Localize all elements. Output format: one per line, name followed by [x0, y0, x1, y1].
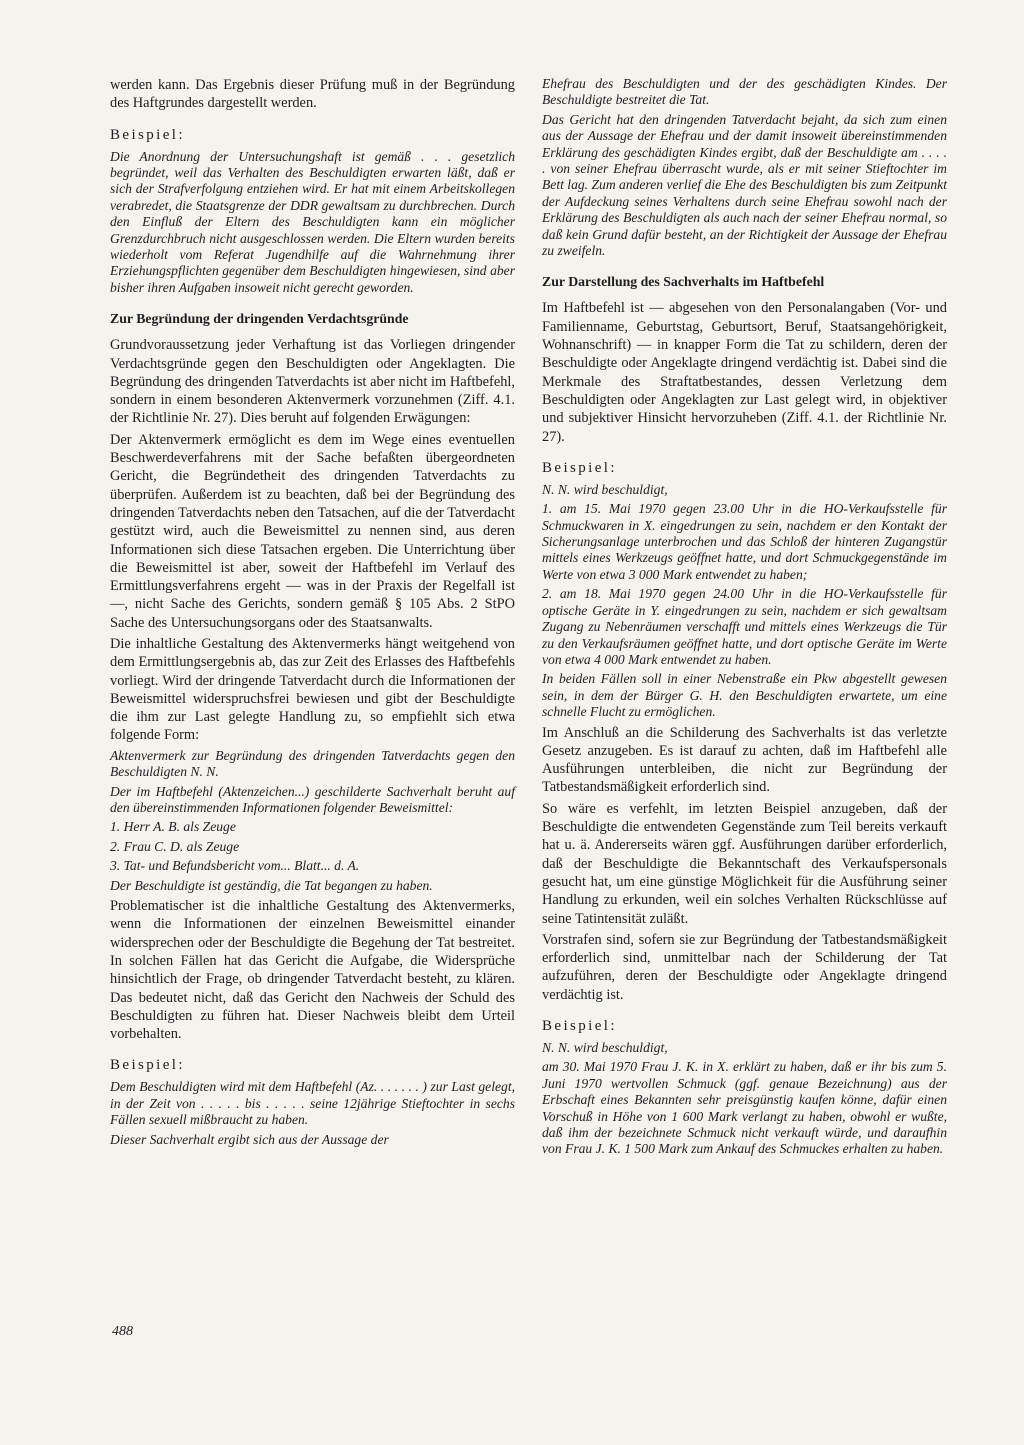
example-label: Beispiel: [110, 126, 185, 143]
example-paragraph: 1. am 15. Mai 1970 gegen 23.00 Uhr in die HO-Verkaufsstelle für Schmuckwaren in X. eingedrungen zu sein, nachdem er den Kontakt der Sicherungsanlage unterbrochen und das Schloß der hinteren Zugangstür mittels eines Werkzeugs geöffnet hatte, und dort Schmuckgegenstände im Werte von etwa 3 000 Mark entwendet zu haben; [542, 501, 947, 582]
evidence-list-item: 1. Herr A. B. als Zeuge [110, 819, 236, 835]
example-paragraph: In beiden Fällen soll in einer Nebenstraße ein Pkw abgestellt gewesen sein, in dem der Bürger G. H. den Beschuldigten erwartete, um eine schnelle Flucht zu ermöglichen. [542, 671, 947, 720]
example-paragraph: N. N. wird beschuldigt, [542, 481, 668, 497]
paragraph: Der Aktenvermerk ermöglicht es dem im Wege eines eventuellen Beschwerdeverfahrens mit der Sache befaßten übergeordneten Gericht, die Begründetheit des dringenden Tatverdachts zu überprüfen. Außerdem ist zu beachten, daß bei der Begründung des dringenden Tatverdachts neben den Tatsachen, auf die der Tatverdacht gestützt wird, auch die Beweismittel zu nennen sind, aus deren Informationen sich diese Tatsachen ergeben. Die Unterrichtung über die Beweismittel ist aber, soweit der Haftbefehl im Verlauf des Ermittlungsverfahrens ergeht — was in der Praxis der Regelfall ist —, nicht Sache des Gerichts, sondern gemäß § 105 Abs. 2 StPO Sache des Untersuchungsorgans oder des Staatsanwalts. [110, 431, 515, 631]
example-paragraph: 2. am 18. Mai 1970 gegen 24.00 Uhr in die HO-Verkaufsstelle für optische Geräte in Y. eingedrungen zu sein, nachdem er sich gewaltsam Zugang zu Nebenräumen verschafft und mittels eines Werkzeugs die Tür zu den Verkaufsräumen geöffnet hatte, und dort optische Geräte im Werte von etwa 4 000 Mark entwendet zu haben. [542, 586, 947, 667]
section-heading: Zur Darstellung des Sachverhalts im Haftbefehl [542, 274, 825, 290]
left-column [110, 76, 515, 1151]
evidence-list-item: 3. Tat- und Befundsbericht vom... Blatt... d. A. [110, 858, 360, 874]
paragraph: werden kann. Das Ergebnis dieser Prüfung muß in der Begründung des Haftgrundes dargestellt werden. [110, 77, 515, 112]
example-label: Beispiel: [542, 459, 617, 476]
example-paragraph: Dem Beschuldigten wird mit dem Haftbefehl (Az. . . . . . . ) zur Last gelegt, in der Zeit von . . . . . bis . . . . . seine 12jährige Stieftochter in sechs Fällen sexuell mißbraucht zu haben. [110, 1079, 515, 1128]
example-paragraph: Der Beschuldigte ist geständig, die Tat begangen zu haben. [110, 877, 433, 893]
example-paragraph: Ehefrau des Beschuldigten und der des geschädigten Kindes. Der Beschuldigte bestreitet die Tat. [542, 76, 947, 108]
paragraph: Problematischer ist die inhaltliche Gestaltung des Aktenvermerks, wenn die Informationen der einzelnen Beweismittel einander widersprechen oder der Beschuldigte die Begehung der Tat bestreitet. In solchen Fällen hat das Gericht die Aufgabe, die Widersprüche hinsichtlich der Frage, ob dringender Tatverdacht besteht, zu klären. Das bedeutet nicht, daß das Gericht den Nachweis der Schuld des Beschuldigten zu führen hat. Dieser Nachweis bleibt dem Urteil vorbehalten. [110, 898, 515, 1043]
right-column [542, 76, 947, 1161]
example-paragraph: Aktenvermerk zur Begründung des dringenden Tatverdachts gegen den Beschuldigten N. N. [110, 747, 515, 780]
evidence-list-item: 2. Frau C. D. als Zeuge [110, 838, 240, 854]
example-paragraph: Dieser Sachverhalt ergibt sich aus der Aussage der [110, 1131, 389, 1147]
page-number: 488 [112, 1324, 133, 1339]
paragraph: So wäre es verfehlt, im letzten Beispiel anzugeben, daß der Beschuldigte die entwendeten Gegenstände zum Teil bereits verkauft hat u. ä. Andererseits wären ggf. Ausführungen darüber erforderlich, daß der Beschuldigte die Bekanntschaft des Verkaufspersonals gesucht hat, um eine günstige Möglichkeit für die Ausführung seiner Handlung zu erkunden, weil ein solches Verhalten Rückschlüsse auf seine Tatintensität zuläßt. [542, 800, 947, 927]
example-paragraph: am 30. Mai 1970 Frau J. K. in X. erklärt zu haben, daß er ihr bis zum 5. Juni 1970 wertvollen Schmuck (ggf. genaue Bezeichnung) aus der Erbschaft eines Bekannten sehr preisgünstig kaufen könne, dafür einen Vorschuß in Höhe von 1 600 Mark verlangt zu haben, obwohl er wußte, daß ihm der bezeichnete Schmuck nicht verkauft würde, und daraufhin von Frau J. K. 1 500 Mark zum Ankauf des Schmuckes erhalten zu haben. [542, 1059, 947, 1157]
section-heading: Zur Begründung der dringenden Verdachtsgründe [110, 311, 409, 327]
example-paragraph: Die Anordnung der Untersuchungshaft ist gemäß . . . gesetzlich begründet, weil das Verhalten des Beschuldigten erwarten läßt, daß er sich der Strafverfolgung entziehen wird. Er hat mit einem Arbeitskollegen verabredet, die Staatsgrenze der DDR gewaltsam zu durchbrechen. Durch den Einfluß der Eltern des Beschuldigten kann ein möglicher Grenzdurchbruch nicht ausgeschlossen werden. Die Eltern wurden bereits wiederholt vom Referat Jugendhilfe auf die Wahrnehmung ihrer Erziehungspflichten gegenüber dem Beschuldigten hingewiesen, sind aber bisher ihren Aufgaben insoweit nicht gerecht geworden. [110, 148, 515, 295]
example-paragraph: Das Gericht hat den dringenden Tatverdacht bejaht, da sich zum einen aus der Aussage der Ehefrau und der damit insoweit übereinstimmenden Erklärung des geschädigten Kindes ergibt, daß der Beschuldigte am . . . . . von seiner Ehefrau überrascht wurde, als er mit seiner Stieftochter im Bett lag. Zum anderen verlief die Ehe des Beschuldigten bis zum Zeitpunkt der Aufdeckung seines Verhaltens durch seine Ehefrau sowohl nach der Erklärung des Beschuldigten als auch nach der seiner Ehefrau normal, so daß kein Grund dafür besteht, an der Richtigkeit der Aussage der Ehefrau zu zweifeln. [542, 111, 947, 259]
example-paragraph: N. N. wird beschuldigt, [542, 1039, 668, 1055]
paragraph: Grundvoraussetzung jeder Verhaftung ist das Vorliegen dringender Verdachtsgründe gegen den Beschuldigten oder Angeklagten. Die Begründung des dringenden Tatverdachts ist aber nicht im Haftbefehl, sondern in einem besonderen Aktenvermerk vorzunehmen (Ziff. 4.1. der Richtlinie Nr. 27). Dies beruht auf folgenden Erwägungen: [110, 337, 515, 427]
paragraph: Vorstrafen sind, sofern sie zur Begründung der Tatbestandsmäßigkeit erforderlich sind, unmittelbar nach der Schilderung der Tat aufzuführen, deren der Beschuldigte oder Angeklagte dringend verdächtig ist. [542, 931, 947, 1003]
paragraph: Die inhaltliche Gestaltung des Aktenvermerks hängt weitgehend von dem Ermittlungsergebnis ab, das zur Zeit des Erlasses des Haftbefehls vorliegt. Wird der dringende Tatverdacht durch die Informationen der Beweismittel widerspruchsfrei bewiesen und gibt der Beschuldigte die ihm zur Last gelegte Handlung zu, so empfiehlt sich etwa folgende Form: [110, 636, 515, 744]
paragraph: Im Anschluß an die Schilderung des Sachverhalts ist das verletzte Gesetz anzugeben. Es ist darauf zu achten, daß im Haftbefehl alle Ausführungen unterbleiben, die nicht zur Begründung der Tatbestandsmäßigkeit erforderlich sind. [542, 724, 947, 796]
paragraph: Im Haftbefehl ist — abgesehen von den Personalangaben (Vor- und Familienname, Geburtstag, Geburtsort, Beruf, Staatsangehörigkeit, Wohnanschrift) — in knapper Form die Tat zu schildern, deren der Beschuldigte oder Angeklagte dringend verdächtig ist. Dabei sind die Merkmale des Straftatbestandes, dessen Verletzung dem Beschuldigten oder Angeklagten zur Last gelegt wird, in objektiver und subjektiver Hinsicht hervorzuheben (Ziff. 4.1. der Richtlinie Nr. 27). [542, 300, 947, 445]
example-label: Beispiel: [110, 1057, 185, 1074]
example-label: Beispiel: [542, 1017, 617, 1034]
example-paragraph: Der im Haftbefehl (Aktenzeichen...) geschilderte Sachverhalt beruht auf den übereinstimmenden Informationen folgender Beweismittel: [110, 783, 515, 815]
